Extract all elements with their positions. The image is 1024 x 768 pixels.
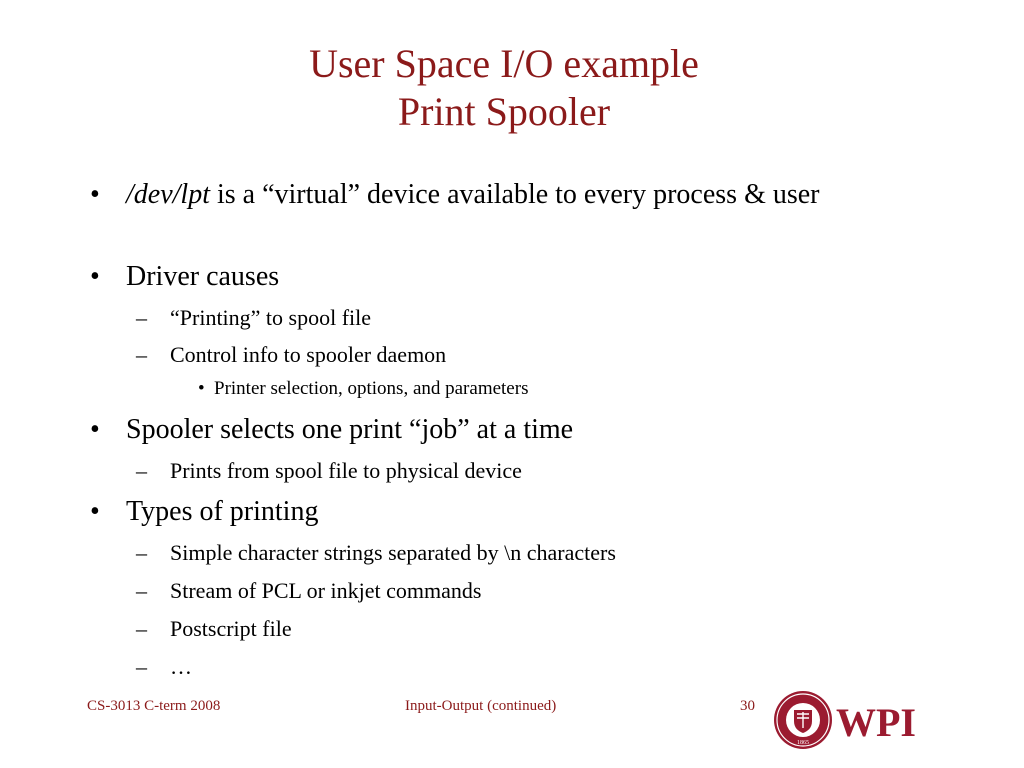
- sub-bullet-text: …: [170, 654, 192, 679]
- dash-marker: –: [136, 616, 147, 641]
- sub-bullet-text: Simple character strings separated by \n characters: [170, 540, 616, 565]
- dash-marker: –: [136, 654, 147, 679]
- sub-bullet-text: Postscript file: [170, 616, 292, 641]
- footer-topic: Input-Output (continued): [405, 698, 557, 714]
- sub-sub-bullet-text: Printer selection, options, and parameters: [214, 378, 529, 399]
- sub-bullet-text: Control info to spooler daemon: [170, 342, 447, 367]
- bullet-italic-prefix: /dev/lpt: [126, 179, 210, 210]
- bullet-marker: •: [90, 496, 100, 527]
- bullet-text: Spooler selects one print “job” at a time: [126, 414, 574, 445]
- wpi-seal-icon: [774, 691, 832, 749]
- bullet-body: is a “virtual” device available to every process & user: [209, 179, 820, 210]
- dash-marker: –: [136, 540, 147, 565]
- title-line-2: Print Spooler: [397, 89, 611, 134]
- wpi-logo-text: WPI: [836, 700, 916, 745]
- sub-bullet-text: Stream of PCL or inkjet commands: [170, 578, 482, 603]
- bullet-text: [126, 178, 926, 212]
- wpi-logo: [772, 688, 922, 752]
- sub-bullet-text: “Printing” to spool file: [170, 305, 372, 330]
- page-number: 30: [740, 698, 755, 714]
- bullet-marker: •: [90, 179, 100, 210]
- bullet-marker: •: [90, 414, 100, 445]
- dash-marker: –: [136, 578, 147, 603]
- bullet-text: Driver causes: [126, 261, 280, 292]
- footer-course: CS-3013 C-term 2008: [87, 698, 221, 714]
- sub-bullet-text: Prints from spool file to physical device: [170, 458, 522, 483]
- bullet-text: Types of printing: [126, 496, 319, 527]
- dash-marker: –: [136, 458, 147, 483]
- bullet-marker: •: [198, 378, 205, 399]
- dash-marker: –: [136, 305, 147, 330]
- title-line-1: User Space I/O example: [309, 41, 699, 86]
- dash-marker: –: [136, 342, 147, 367]
- seal-year: 1865: [797, 740, 809, 746]
- bullet-marker: •: [90, 261, 100, 292]
